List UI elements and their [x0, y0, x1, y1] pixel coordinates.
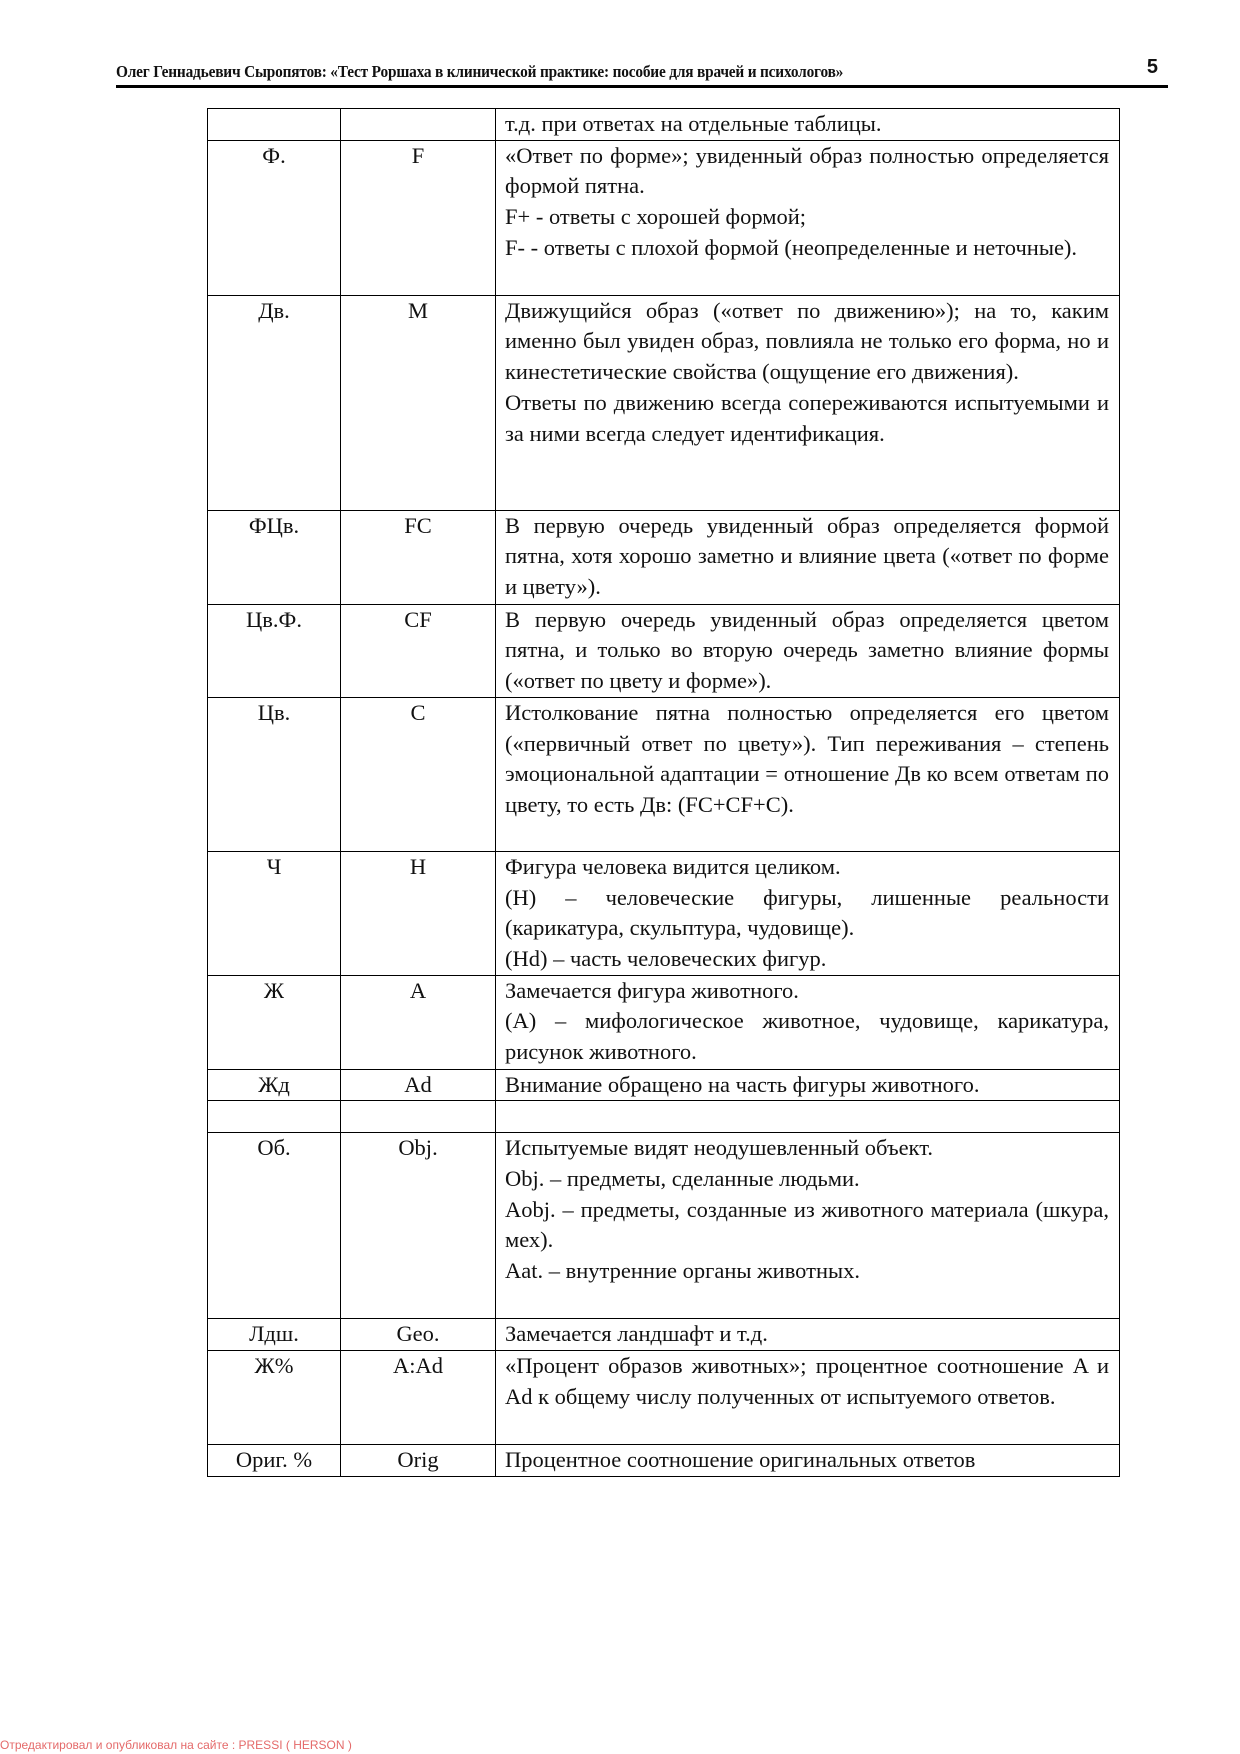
latin-symbol [341, 109, 496, 141]
russian-symbol: Об. [208, 1133, 341, 1319]
russian-symbol [208, 1101, 341, 1133]
table-row [208, 1101, 1120, 1133]
description [496, 1133, 1120, 1319]
table-row [208, 1319, 1120, 1351]
latin-symbol: CF [341, 604, 496, 697]
russian-symbol: Дв. [208, 295, 341, 510]
description-paragraph: Aobj. – предметы, созданные из животного материала (шкура, мех). [505, 1196, 1109, 1253]
description-paragraph: Внимание обращено на часть фигуры животного. [505, 1071, 980, 1097]
description-paragraph: В первую очередь увиденный образ определяется цветом пятна, и только во вторую очередь заметно влияние формы («ответ по цвету и форме»). [505, 606, 1109, 694]
table-row [208, 1351, 1120, 1445]
latin-symbol [341, 1101, 496, 1133]
latin-symbol: Obj. [341, 1133, 496, 1319]
table-row [208, 1445, 1120, 1477]
latin-symbol: F [341, 140, 496, 295]
latin-symbol: Geo. [341, 1319, 496, 1351]
notation-table [207, 108, 1120, 1477]
description-paragraph: Ответы по движению всегда сопереживаются испытуемыми и за ними всегда следует идентификация. [505, 389, 1109, 446]
description-paragraph: «Процент образов животных»; процентное соотношение A и Ad к общему числу полученных от испытуемого ответов. [505, 1353, 1109, 1409]
description-paragraph: т.д. при ответах на отдельные таблицы. [505, 111, 882, 136]
description-paragraph: Истолкование пятна полностью определяется его цветом («первичный ответ по цвету»). Тип переживания – степень эмоциональной адаптации = отношение Дв ко всем ответам по цвету, то есть Дв: (FC+CF+C). [505, 699, 1109, 817]
russian-symbol: Ориг. % [208, 1445, 341, 1477]
latin-symbol: M [341, 295, 496, 510]
description [496, 1069, 1120, 1101]
running-header [116, 56, 1168, 88]
table-row [208, 1133, 1120, 1319]
description [496, 697, 1120, 851]
russian-symbol [208, 109, 341, 141]
latin-symbol: C [341, 697, 496, 851]
latin-symbol: A [341, 975, 496, 1069]
description [496, 1319, 1120, 1351]
table-row [208, 697, 1120, 851]
table-row [208, 510, 1120, 604]
russian-symbol: Ж% [208, 1351, 341, 1445]
description-paragraph: Aat. – внутренние органы животных. [505, 1258, 860, 1284]
description-paragraph: Замечается ландшафт и т.д. [505, 1321, 768, 1347]
latin-symbol: Orig [341, 1445, 496, 1477]
table-row [208, 1069, 1120, 1101]
table-row [208, 295, 1120, 510]
russian-symbol: Ж [208, 975, 341, 1069]
description-paragraph: F+ - ответы с хорошей формой; [505, 204, 807, 230]
table-row [208, 604, 1120, 697]
description [496, 1445, 1120, 1477]
russian-symbol: ФЦв. [208, 510, 341, 604]
description-paragraph: «Ответ по форме»; увиденный образ полностью определяется формой пятна. [505, 142, 1109, 199]
latin-symbol: FC [341, 510, 496, 604]
description [496, 510, 1120, 604]
russian-symbol: Цв.Ф. [208, 604, 341, 697]
description [496, 295, 1120, 510]
latin-symbol: H [341, 851, 496, 975]
description-paragraph: Фигура человека видится целиком. [505, 853, 841, 879]
russian-symbol: Цв. [208, 697, 341, 851]
latin-symbol: Ad [341, 1069, 496, 1101]
description-paragraph: Испытуемые видят неодушевленный объект. [505, 1135, 933, 1161]
description [496, 1351, 1120, 1445]
description-paragraph: (H) – человеческие фигуры, лишенные реальности (карикатура, скульптура, чудовище). [505, 884, 1109, 941]
description-paragraph: Замечается фигура животного. [505, 977, 799, 1003]
table-row [208, 140, 1120, 295]
table-row [208, 851, 1120, 975]
description [496, 1101, 1120, 1133]
footer-credit: Отредактировал и опубликовал на сайте : PRESSI ( HERSON ) [0, 1738, 352, 1752]
description-paragraph: (A) – мифологическое животное, чудовище, карикатура, рисунок животного. [505, 1008, 1109, 1065]
description [496, 140, 1120, 295]
description-paragraph: (Hd) – часть человеческих фигур. [505, 945, 827, 971]
russian-symbol: Ч [208, 851, 341, 975]
russian-symbol: Лдш. [208, 1319, 341, 1351]
latin-symbol: A:Ad [341, 1351, 496, 1445]
description-paragraph: Процентное соотношение оригинальных ответов [505, 1447, 976, 1473]
header-title: Олег Геннадьевич Сыропятов: «Тест Роршаха в клинической практике: пособие для врачей и психологов» [116, 62, 844, 81]
description-paragraph: Движущийся образ («ответ по движению»); на то, каким именно был увиден образ, повлияла не только его форма, но и кинестетические свойства (ощущение его движения). [505, 297, 1109, 385]
russian-symbol: Ф. [208, 140, 341, 295]
description-paragraph: Obj. – предметы, сделанные людьми. [505, 1166, 860, 1192]
description [496, 604, 1120, 697]
table-row [208, 109, 1120, 141]
description-paragraph: В первую очередь увиденный образ определяется формой пятна, хотя хорошо заметно и влияние цвета («ответ по форме и цвету»). [505, 512, 1109, 600]
table-row [208, 975, 1120, 1069]
description-paragraph: F- - ответы с плохой формой (неопределенные и неточные). [505, 234, 1078, 260]
russian-symbol: Жд [208, 1069, 341, 1101]
description [496, 975, 1120, 1069]
description [496, 109, 1120, 141]
description [496, 851, 1120, 975]
page-number: 5 [1146, 56, 1158, 78]
